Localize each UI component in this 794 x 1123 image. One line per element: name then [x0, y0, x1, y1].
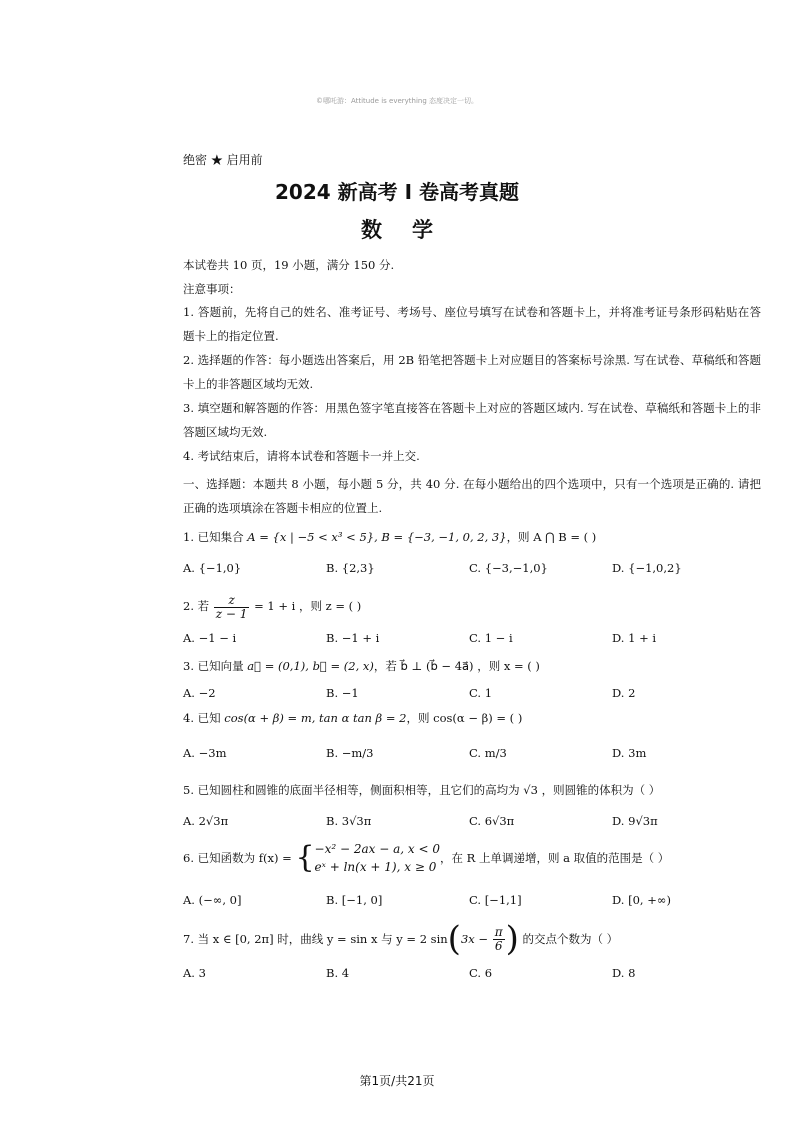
option-d: D. 1 + i — [612, 631, 657, 645]
exam-intro: 本试卷共 10 页，19 小题，满分 150 分. — [183, 258, 395, 272]
question-3 — [183, 657, 761, 675]
option-b: B. −1 — [326, 686, 359, 700]
question-4-options — [183, 746, 761, 764]
option-a: A. {−1,0} — [183, 561, 242, 575]
option-a: A. −3m — [183, 746, 227, 760]
fraction-numerator: z — [214, 594, 250, 608]
question-4 — [183, 709, 761, 727]
fraction-denominator: 6 — [494, 938, 503, 953]
left-brace-symbol: { — [295, 840, 315, 875]
option-a: A. (−∞, 0] — [183, 893, 242, 907]
fraction-numerator: π — [494, 924, 503, 939]
fraction-denominator: z − 1 — [215, 606, 248, 621]
question-4-prefix: 4. 已知 — [183, 711, 225, 725]
question-3-math: a⃗ = (0,1), b⃗ = (2, x) — [247, 659, 374, 673]
option-d: D. 9√3π — [612, 814, 658, 828]
question-7-fraction — [493, 926, 505, 953]
question-1-prefix: 1. 已知集合 — [183, 530, 248, 544]
page-title: 2024 新高考 I 卷高考真题 — [275, 180, 519, 204]
question-1-suffix: ，则 A ⋂ B = ( ) — [506, 530, 597, 544]
question-1-math: A = {x | −5 < x³ < 5}, B = {−3, −1, 0, 2, 3} — [247, 530, 507, 544]
question-7-suffix: 的交点个数为（ ） — [518, 932, 619, 946]
case-2: eˣ + ln(x + 1), x ≥ 0 — [314, 860, 437, 874]
watermark: ©哪吒游：Attitude is everything 态度决定一切。 — [315, 97, 479, 105]
question-7-prefix: 7. 当 x ∈ [0, 2π] 时，曲线 y = sin x 与 y = 2 sin — [183, 932, 448, 946]
option-b: B. −1 + i — [326, 631, 380, 645]
question-1 — [183, 528, 761, 546]
question-6-suffix: ，在 R 上单调递增，则 a 取值的范围是（ ） — [439, 851, 670, 865]
right-paren-symbol: ) — [505, 919, 519, 959]
question-7-options — [183, 966, 761, 984]
option-c: C. {−3,−1,0} — [469, 561, 548, 575]
option-b: B. [−1, 0] — [326, 893, 383, 907]
question-3-options — [183, 686, 761, 704]
question-6 — [183, 840, 761, 876]
question-6-options — [183, 893, 761, 911]
question-7 — [183, 919, 761, 959]
option-a: A. 3 — [183, 966, 206, 980]
option-d: D. {−1,0,2} — [612, 561, 682, 575]
option-c: C. 1 — [469, 686, 493, 700]
option-a: A. −1 − i — [183, 631, 237, 645]
question-4-suffix: ，则 cos(α − β) = ( ) — [406, 711, 523, 725]
notice-1: 1. 答题前，先将自己的姓名、准考证号、考场号、座位号填写在试卷和答题卡上，并将准考证号条形码粘贴在答题卡上的指定位置. — [183, 305, 761, 343]
option-d: D. 2 — [612, 686, 636, 700]
option-b: B. 4 — [326, 966, 350, 980]
notice-3: 3. 填空题和解答题的作答：用黑色签字笔直接答在答题卡上对应的答题区域内. 写在试卷、草稿纸和答题卡上的非答题区域均无效. — [183, 401, 761, 439]
question-4-math: cos(α + β) = m, tan α tan β = 2 — [224, 711, 407, 725]
question-6-prefix: 6. 已知函数为 f(x) = — [183, 851, 296, 865]
case-1: −x² − 2ax − a, x < 0 — [314, 842, 440, 856]
option-c: C. 1 − i — [469, 631, 513, 645]
option-a: A. 2√3π — [183, 814, 229, 828]
confidential-label: 绝密 ★ 启用前 — [183, 153, 263, 167]
question-5-options — [183, 814, 761, 832]
option-c: C. m/3 — [469, 746, 507, 760]
question-2-options — [183, 631, 761, 649]
notice-2: 2. 选择题的作答：每小题选出答案后，用 2B 铅笔把答题卡上对应题目的答案标号涂黑. 写在试卷、草稿纸和答题卡上的非答题区域均无效. — [183, 353, 761, 391]
option-d: D. 3m — [612, 746, 647, 760]
option-b: B. 3√3π — [326, 814, 372, 828]
option-a: A. −2 — [183, 686, 216, 700]
question-2 — [183, 592, 761, 621]
question-3-prefix: 3. 已知向量 — [183, 659, 248, 673]
page-number: 第1页/共21页 — [359, 1074, 435, 1088]
option-c: C. 6√3π — [469, 814, 515, 828]
option-b: B. {2,3} — [326, 561, 375, 575]
option-c: C. [−1,1] — [469, 893, 522, 907]
question-3-suffix: ，若 b⃗ ⊥ (b⃗ − 4a⃗) ，则 x = ( ) — [373, 659, 540, 673]
left-paren-symbol: ( — [447, 919, 461, 959]
question-7-inner: 3x − — [460, 932, 492, 946]
option-d: D. 8 — [612, 966, 636, 980]
question-2-prefix: 2. 若 — [183, 599, 213, 613]
question-2-suffix: = 1 + i ，则 z = ( ) — [250, 599, 362, 613]
notice-title: 注意事项： — [183, 282, 241, 296]
piecewise-cases — [315, 840, 440, 876]
question-2-fraction — [214, 594, 250, 621]
question-1-options — [183, 561, 761, 579]
question-5: 5. 已知圆柱和圆锥的底面半径相等，侧面积相等，且它们的高均为 √3 ，则圆锥的体积为（ ） — [183, 783, 661, 797]
notice-4: 4. 考试结束后，请将本试卷和答题卡一并上交. — [183, 449, 420, 463]
section-1-header: 一、选择题：本题共 8 小题，每小题 5 分，共 40 分. 在每小题给出的四个选项中，只有一个选项是正确的. 请把正确的选项填涂在答题卡相应的位置上. — [183, 477, 761, 515]
option-c: C. 6 — [469, 966, 493, 980]
option-d: D. [0, +∞) — [612, 893, 671, 907]
option-b: B. −m/3 — [326, 746, 374, 760]
subject-title: 数学 — [361, 217, 463, 242]
